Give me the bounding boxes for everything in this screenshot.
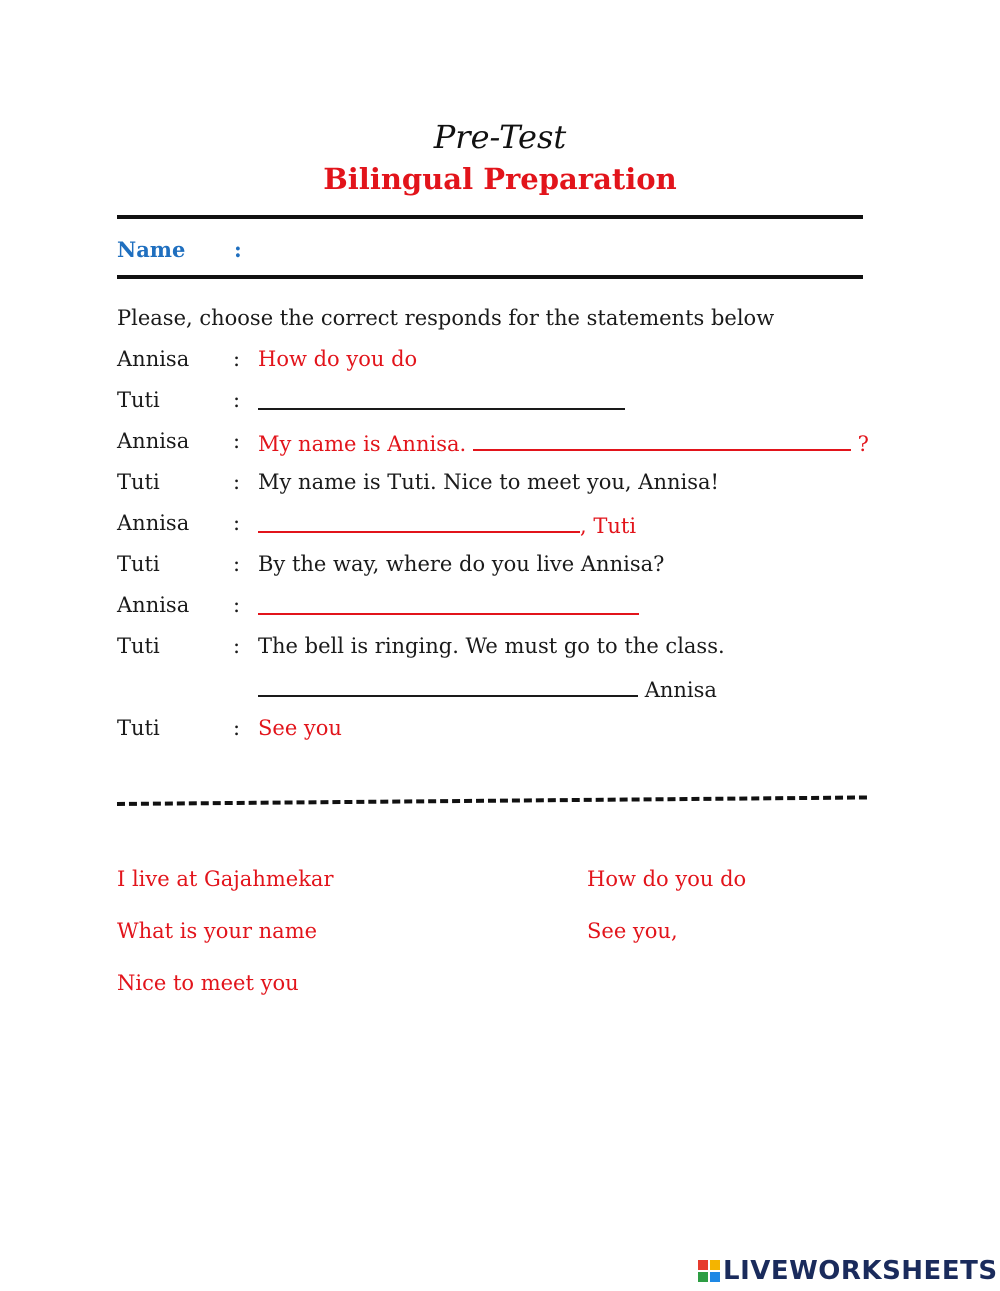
answer-blank[interactable] (258, 511, 580, 533)
answer-blank[interactable] (258, 388, 625, 410)
dialogue-line (258, 388, 625, 415)
dialogue-row (117, 634, 877, 664)
dialogue-colon: : (233, 388, 241, 412)
dialogue-colon: : (233, 634, 241, 658)
liveworksheets-logo (698, 1256, 998, 1286)
logo-square-icon (710, 1272, 720, 1282)
dialogue-row (117, 470, 877, 500)
speaker-name: Annisa (117, 347, 190, 371)
dialogue-line: My name is Tuti. Nice to meet you, Annisa! (258, 470, 719, 494)
dialogue-text: My name is Annisa. (258, 432, 467, 456)
dialogue-colon: : (233, 716, 241, 740)
dialogue-row (117, 675, 877, 705)
dialogue-row (117, 388, 877, 418)
speaker-name: Tuti (117, 552, 160, 576)
answer-blank[interactable] (473, 429, 851, 451)
speaker-name: Tuti (117, 716, 160, 740)
dialogue-row (117, 593, 877, 623)
dialogue-colon: : (233, 511, 241, 535)
answer-option[interactable]: I live at Gajahmekar (117, 867, 334, 891)
speaker-name: Annisa (117, 429, 190, 453)
dialogue-row (117, 716, 877, 746)
top-divider (117, 215, 863, 219)
answer-option[interactable]: See you, (587, 919, 678, 943)
name-divider (117, 275, 863, 279)
speaker-name: Annisa (117, 511, 190, 535)
speaker-name: Tuti (117, 634, 160, 658)
answer-option[interactable]: How do you do (587, 867, 747, 891)
logo-square-icon (698, 1260, 708, 1270)
dialogue-suffix: , Tuti (580, 514, 637, 538)
dialogue-colon: : (233, 470, 241, 494)
logo-square-icon (698, 1272, 708, 1282)
dialogue-row (117, 347, 877, 377)
dialogue-colon: : (233, 552, 241, 576)
name-label: Name (117, 237, 186, 262)
dialogue-line: See you (258, 716, 342, 740)
answer-blank[interactable] (258, 593, 639, 615)
dialogue-colon: : (233, 347, 241, 371)
dialogue-colon: : (233, 429, 241, 453)
answer-option[interactable]: What is your name (117, 919, 318, 943)
dialogue-suffix: ? (857, 432, 869, 456)
dialogue-row (117, 429, 877, 459)
logo-square-icon (710, 1260, 720, 1270)
dialogue-suffix: Annisa (644, 678, 717, 702)
dialogue-row (117, 511, 877, 541)
dialogue-line: The bell is ringing. We must go to the class. (258, 634, 725, 658)
dialogue-line: How do you do (258, 347, 418, 371)
logo-icon (698, 1260, 720, 1282)
dialogue-line: By the way, where do you live Annisa? (258, 552, 665, 576)
cut-line-divider (117, 795, 867, 806)
worksheet-title: Bilingual Preparation (323, 162, 677, 196)
answer-option[interactable]: Nice to meet you (117, 971, 299, 995)
speaker-name: Tuti (117, 388, 160, 412)
answer-blank[interactable] (258, 675, 638, 697)
pre-test-title: Pre-Test (433, 118, 567, 156)
dialogue-line (258, 675, 717, 702)
dialogue-row (117, 552, 877, 582)
logo-text: LIVEWORKSHEETS (723, 1256, 998, 1286)
dialogue-line (258, 429, 869, 456)
dialogue-colon: : (233, 593, 241, 617)
instruction-text: Please, choose the correct responds for the statements below (117, 306, 775, 330)
dialogue-line (258, 511, 636, 538)
name-colon: : (234, 237, 242, 262)
speaker-name: Annisa (117, 593, 190, 617)
speaker-name: Tuti (117, 470, 160, 494)
dialogue-line (258, 593, 639, 620)
